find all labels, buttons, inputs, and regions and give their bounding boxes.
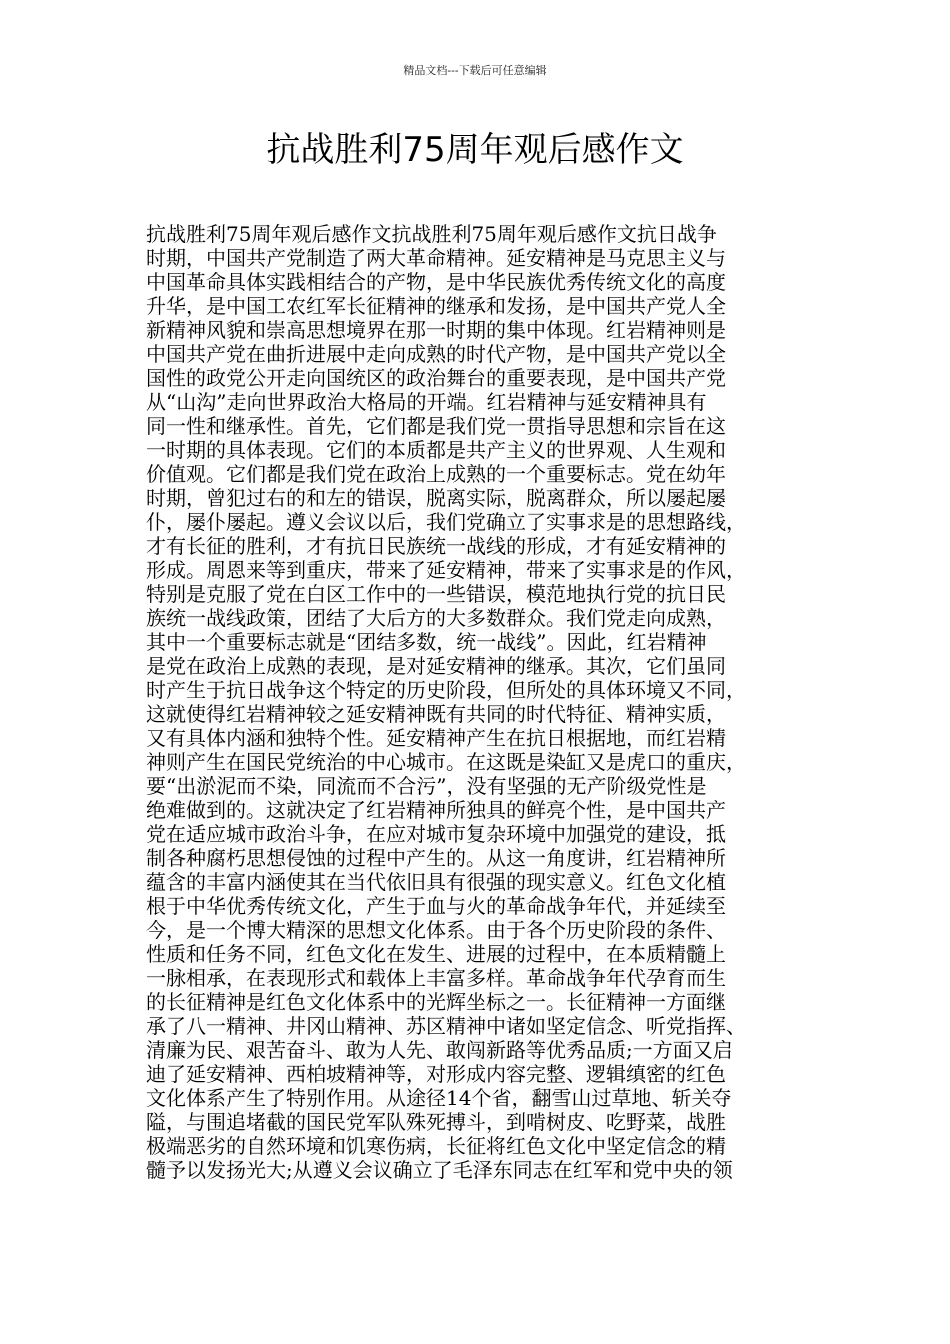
body-text-line: 的长征精神是红色文化体系中的光辉坐标之一。长征精神一方面继 (146, 990, 726, 1014)
body-text-line: 仆，屡仆屡起。遵义会议以后，我们党确立了实事求是的思想路线， (146, 510, 746, 534)
body-text-line: 一时期的具体表现。它们的本质都是共产主义的世界观、人生观和 (146, 438, 726, 462)
body-text-line: 族统一战线政策，团结了大后方的大多数群众。我们党走向成熟， (146, 606, 726, 630)
body-text-line: 其中一个重要标志就是“团结多数，统一战线”。因此，红岩精神 (146, 630, 707, 654)
body-text-line: 国性的政党公开走向国统区的政治舞台的重要表现，是中国共产党 (146, 366, 726, 390)
body-text-line: 时产生于抗日战争这个特定的历史阶段，但所处的具体环境又不同， (146, 678, 746, 702)
body-text-line: 极端恶劣的自然环境和饥寒伤病，长征将红色文化中坚定信念的精 (146, 1134, 726, 1158)
body-text-line: 清廉为民、艰苦奋斗、敢为人先、敢闯新路等优秀品质;一方面又启 (146, 1038, 733, 1062)
body-text-line: 这就使得红岩精神较之延安精神既有共同的时代特征、精神实质， (146, 702, 726, 726)
body-text-line: 文化体系产生了特别作用。从途径14个省，翻雪山过草地、斩关夺 (146, 1086, 732, 1110)
body-text-line: 蕴含的丰富内涵使其在当代依旧具有很强的现实意义。红色文化植 (146, 870, 726, 894)
body-text-line: 性质和任务不同，红色文化在发生、进展的过程中，在本质精髓上 (146, 942, 726, 966)
body-text-line: 中国共产党在曲折进展中走向成熟的时代产物，是中国共产党以全 (146, 342, 726, 366)
body-text-line: 升华，是中国工农红军长征精神的继承和发扬，是中国共产党人全 (146, 294, 726, 318)
body-text-line: 神则产生在国民党统治的中心城市。在这既是染缸又是虎口的重庆， (146, 750, 746, 774)
body-text-line: 特别是克服了党在白区工作中的一些错误，模范地执行党的抗日民 (146, 582, 726, 606)
body-text-line: 党在适应城市政治斗争，在应对城市复杂环境中加强党的建设，抵 (146, 822, 726, 846)
body-text-line: 从“山沟”走向世界政治大格局的开端。红岩精神与延安精神具有 (146, 390, 707, 414)
body-text-line: 又有具体内涵和独特个性。延安精神产生在抗日根据地，而红岩精 (146, 726, 726, 750)
body-text-line: 绝难做到的。这就决定了红岩精神所独具的鲜亮个性，是中国共产 (146, 798, 726, 822)
body-text-line: 是党在政治上成熟的表现，是对延安精神的继承。其次，它们虽同 (146, 654, 726, 678)
body-text-line: 抗战胜利75周年观后感作文抗战胜利75周年观后感作文抗日战争 (146, 222, 717, 246)
body-text-line: 根于中华优秀传统文化，产生于血与火的革命战争年代，并延续至 (146, 894, 726, 918)
body-text-line: 中国革命具体实践相结合的产物，是中华民族优秀传统文化的高度 (146, 270, 726, 294)
body-text-line: 形成。周恩来等到重庆，带来了延安精神，带来了实事求是的作风， (146, 558, 746, 582)
page-header-note: 精品文档---下载后可任意编辑 (403, 64, 547, 77)
body-text-line: 一脉相承，在表现形式和载体上丰富多样。革命战争年代孕育而生 (146, 966, 726, 990)
body-text-line: 今，是一个博大精深的思想文化体系。由于各个历史阶段的条件、 (146, 918, 726, 942)
body-text-line: 隘，与围追堵截的国民党军队殊死搏斗，到啃树皮、吃野菜，战胜 (146, 1110, 726, 1134)
document-title: 抗战胜利75周年观后感作文 (266, 130, 684, 170)
body-text-line: 要“出淤泥而不染，同流而不合污”，没有坚强的无产阶级党性是 (146, 774, 707, 798)
body-text-line: 迪了延安精神、西柏坡精神等，对形成内容完整、逻辑缜密的红色 (146, 1062, 726, 1086)
body-text-line: 同一性和继承性。首先，它们都是我们党一贯指导思想和宗旨在这 (146, 414, 726, 438)
body-text-line: 制各种腐朽思想侵蚀的过程中产生的。从这一角度讲，红岩精神所 (146, 846, 726, 870)
body-text-line: 承了八一精神、井冈山精神、苏区精神中诸如坚定信念、听党指挥、 (146, 1014, 746, 1038)
body-text-line: 时期，曾犯过右的和左的错误，脱离实际，脱离群众，所以屡起屡 (146, 486, 726, 510)
body-text-line: 才有长征的胜利，才有抗日民族统一战线的形成，才有延安精神的 (146, 534, 726, 558)
document-body (146, 222, 806, 1182)
body-text-line: 价值观。它们都是我们党在政治上成熟的一个重要标志。党在幼年 (146, 462, 726, 486)
body-text-line: 髓予以发扬光大;从遵义会议确立了毛泽东同志在红军和党中央的领 (146, 1158, 733, 1182)
body-text-line: 新精神风貌和崇高思想境界在那一时期的集中体现。红岩精神则是 (146, 318, 726, 342)
body-text-line: 时期，中国共产党制造了两大革命精神。延安精神是马克思主义与 (146, 246, 726, 270)
